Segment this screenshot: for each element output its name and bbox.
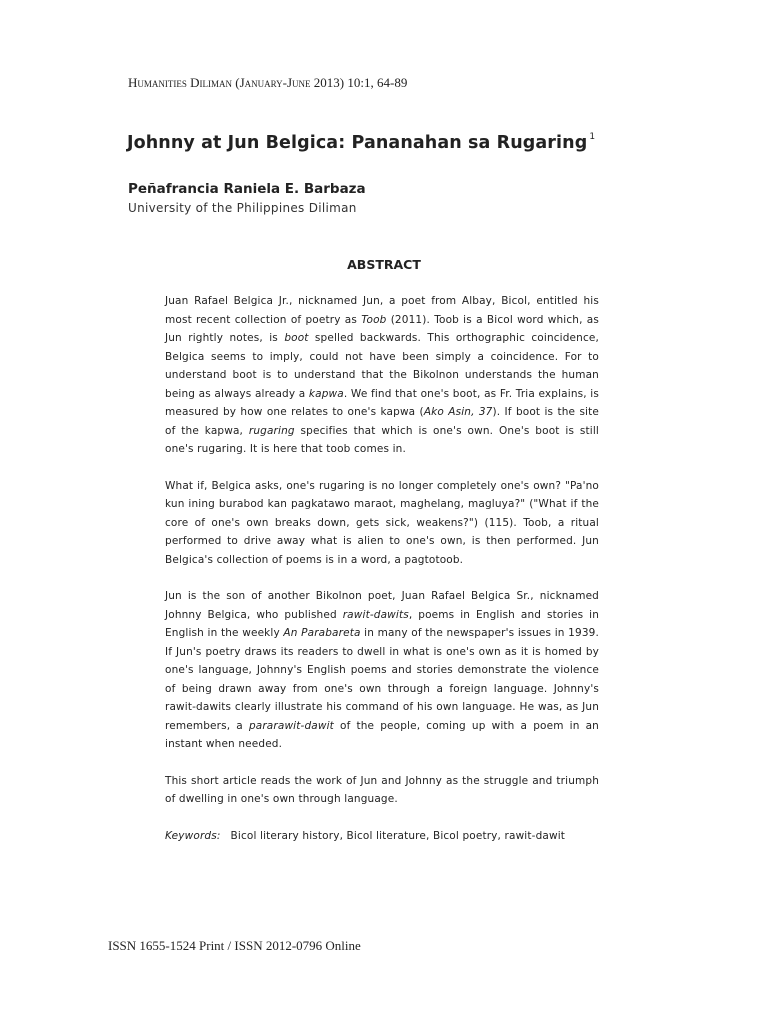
- article-title-text: Johnny at Jun Belgica: Pananahan sa Rugaring: [127, 133, 588, 153]
- keywords-list: Bicol literary history, Bicol literature, Bicol poetry, rawit-dawit: [230, 829, 566, 842]
- abstract-paragraph-4: This short article reads the work of Jun and Johnny as the struggle and triumph of dwelling in one's own through language.: [165, 774, 599, 805]
- running-head: [128, 75, 407, 91]
- abstract-body: [165, 292, 599, 845]
- issn-footer: ISSN 1655-1524 Print / ISSN 2012-0796 Online: [108, 938, 361, 953]
- title-footnote-marker[interactable]: 1: [589, 132, 596, 142]
- article-title: [127, 133, 595, 153]
- author-name: Peñafrancia Raniela E. Barbaza: [128, 181, 366, 197]
- author-affiliation: University of the Philippines Diliman: [128, 201, 357, 215]
- abstract-paragraph-2: What if, Belgica asks, one's rugaring is no longer completely one's own? "Pa'no kun ining burabod kan pagkatawo maraot, maghelang, magluya?" ("What if the core of one's own breaks down, gets sick, weakens?") (115). Toob, a ritual performed to drive away what is alien to one's own, is then performed. Jun Belgica's collection of poems is in a word, a pagtotoob.: [165, 479, 599, 566]
- keywords-line: [165, 827, 599, 846]
- abstract-heading: ABSTRACT: [347, 257, 421, 272]
- issue-date: (January-June 2013): [235, 75, 345, 90]
- abstract-paragraph-1: Juan Rafael Belgica Jr., nicknamed Jun, a poet from Albay, Bicol, entitled his most recent collection of poetry as Toob (2011). Toob is a Bicol word which, as Jun rightly notes, is boot spelled backwards. This orthographic coincidence, Belgica seems to imply, could not have been simply a coincidence. For to understand boot is to understand that the Bikolnon understands the human being as always already a kapwa. We find that one's boot, as Fr. Tria explains, is measured by how one relates to one's kapwa (Ako Asin, 37). If boot is the site of the kapwa, rugaring specifies that which is one's own. One's boot is still one's rugaring. It is here that toob comes in.: [165, 295, 600, 455]
- volume-pages: 10:1, 64-89: [347, 75, 408, 90]
- abstract-paragraph-3: Jun is the son of another Bikolnon poet, Juan Rafael Belgica Sr., nicknamed Johnny Belgica, who published rawit-dawits, poems in English and stories in English in the weekly An Parabareta in many of the newspaper's issues in 1939. If Jun's poetry draws its readers to dwell in what is one's own as it is homed by one's language, Johnny's English poems and stories demonstrate the violence of being drawn away from one's own through a foreign language. Johnny's rawit-dawits clearly illustrate his command of his own language. He was, as Jun remembers, a pararawit-dawit of the people, coming up with a poem in an instant when needed.: [165, 590, 599, 750]
- keywords-label: Keywords:: [165, 829, 221, 842]
- journal-name: Humanities Diliman: [128, 75, 233, 90]
